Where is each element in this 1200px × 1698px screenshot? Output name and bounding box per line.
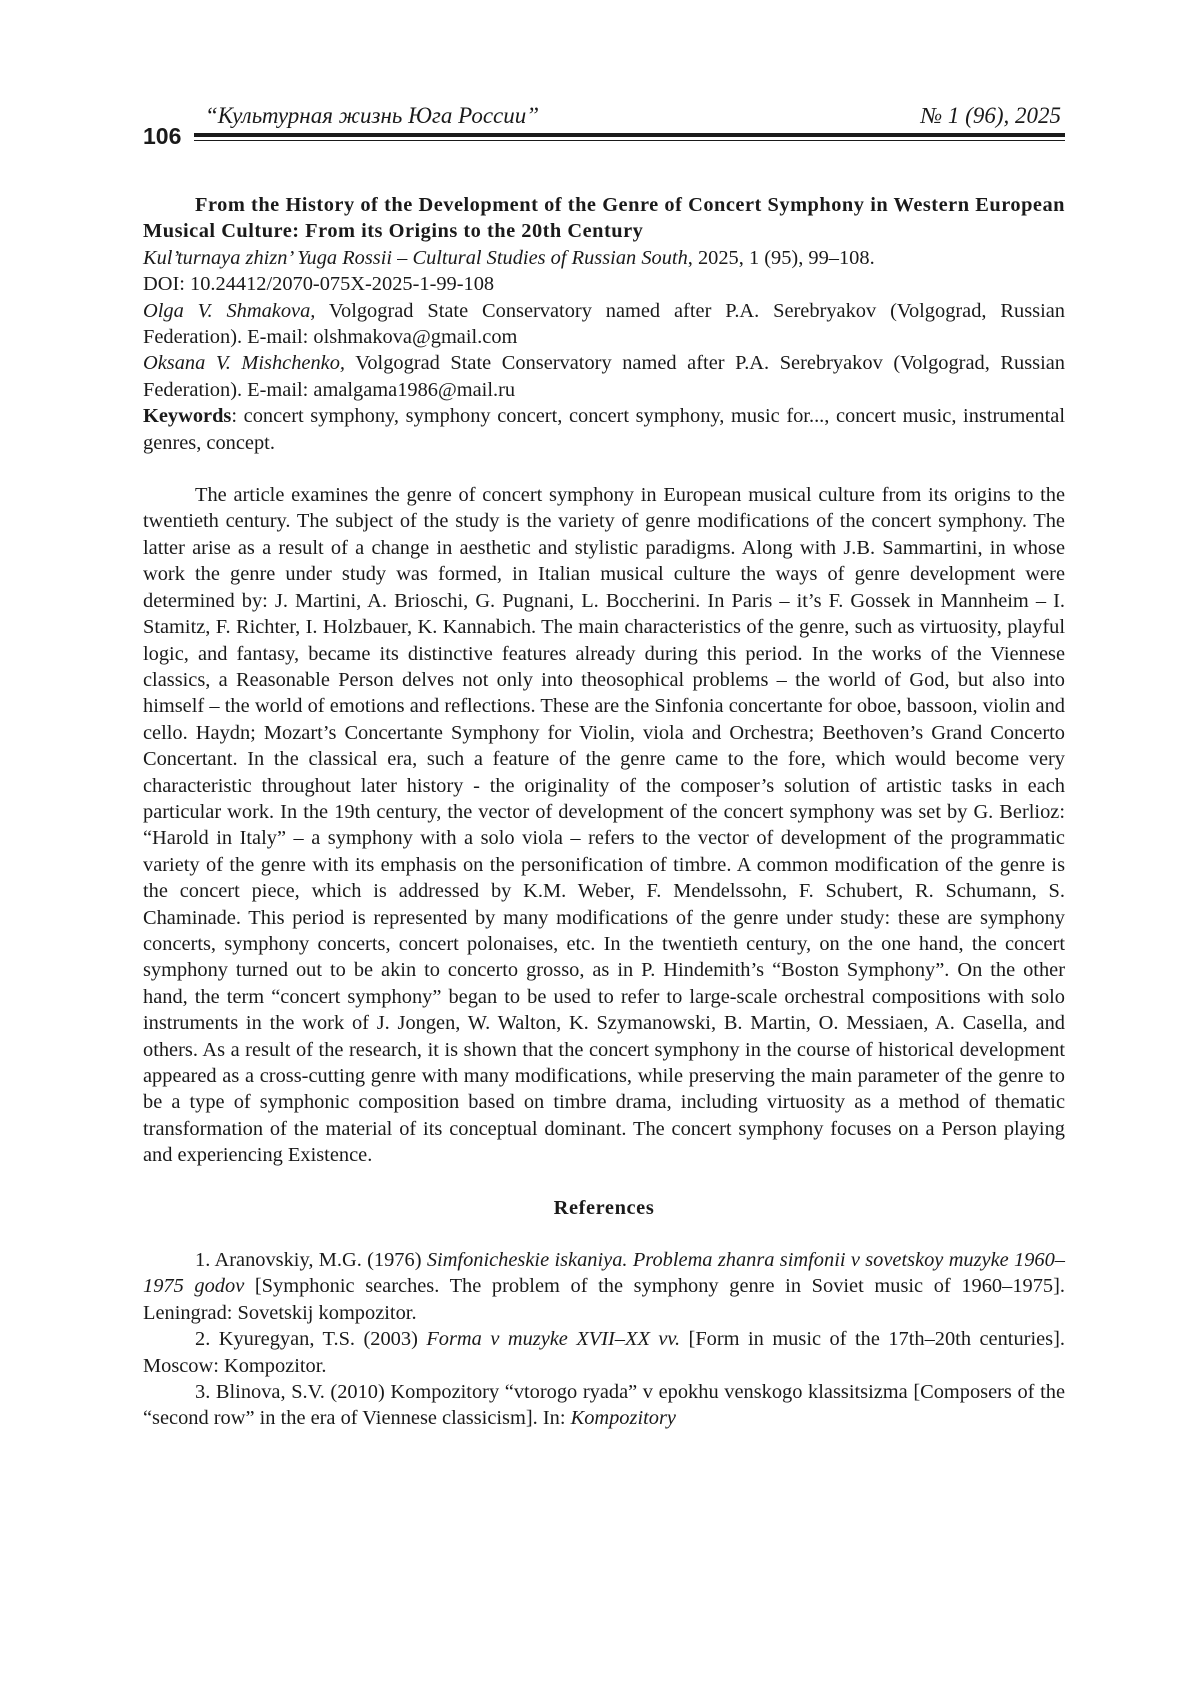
- reference-lead: 2. Kyuregyan, T.S. (2003): [195, 1328, 426, 1350]
- issue-number: № 1 (96), 2025: [920, 104, 1061, 127]
- author-affiliation: Volgograd State Conservatory named after P.A. Serebryakov (Volgograd, Russian Federation). E-mail: amalgama1986@mail.ru: [143, 352, 1065, 400]
- citation-journal: Kul’turnaya zhizn’ Yuga Rossii – Cultural Studies of Russian South: [143, 247, 688, 269]
- author-name: Olga V. Shmakova,: [143, 300, 315, 322]
- author-entry: [143, 298, 1065, 351]
- citation-details: , 2025, 1 (95), 99–108.: [688, 247, 875, 269]
- doi: DOI: 10.24412/2070-075X-2025-1-99-108: [143, 271, 1065, 297]
- keywords-list: : concert symphony, symphony concert, concert symphony, music for..., concert music, instrumental genres, concept.: [143, 405, 1065, 453]
- journal-title: “Культурная жизнь Юга России”: [205, 104, 539, 127]
- reference-item: [143, 1379, 1065, 1432]
- reference-title: Simfonicheskie iskaniya. Problema zhanra simfonii v sovetskoy muzyke 1960–1975 godov: [143, 1249, 1065, 1297]
- abstract: The article examines the genre of concert symphony in European musical culture from its origins to the twentieth century. The subject of the study is the variety of genre modifications of the concert symphony. The latter arise as a result of a change in aesthetic and stylistic paradigms. Along with J.B. Sammartini, in whose work the genre under study was formed, in Italian musical culture the ways of genre development were determined by: J. Martini, A. Brioschi, G. Pugnani, L. Boccherini. In Paris – it’s F. Gossek in Mannheim – I. Stamitz, F. Richter, I. Holzbauer, K. Kannabich. The main characteristics of the genre, such as virtuosity, playful logic, and fantasy, became its distinctive features already during this period. In the works of the Viennese classics, a Reasonable Person delves not only into theosophical problems – the world of God, but also into himself – the world of emotions and reflections. These are the Sinfonia concertante for oboe, bassoon, violin and cello. Haydn; Mozart’s Concertante Symphony for Violin, viola and Orchestra; Beethoven’s Grand Concerto Concertant. In the classical era, such a feature of the genre came to the fore, which would become very characteristic throughout later history - the originality of the composer’s solution of artistic tasks in each particular work. In the 19th century, the vector of development of the concert symphony was set by G. Berlioz: “Harold in Italy” – a symphony with a solo viola – refers to the vector of development of the programmatic variety of the genre with its emphasis on the personification of timbre. A common modification of the genre is the concert piece, which is addressed by K.M. Weber, F. Mendelssohn, F. Schubert, R. Schumann, S. Chaminade. This period is represented by many modifications of the genre under study: these are symphony concerts, symphony concerts, concert polonaises, etc. In the twentieth century, on the one hand, the concert symphony turned out to be akin to concerto grosso, as in P. Hindemith’s “Boston Symphony”. On the other hand, the term “concert symphony” began to be used to refer to large-scale orchestral compositions with solo instruments in the work of J. Jongen, W. Walton, K. Szymanowski, B. Martin, O. Messiaen, A. Casella, and others. As a result of the research, it is shown that the concert symphony in the course of historical development appeared as a cross-cutting genre with many modifications, while preserving the main parameter of the genre to be a type of symphonic composition based on timbre drama, including virtuosity as a method of thematic transformation of the material of its conceptual dominant. The concert symphony focuses on a Person playing and experiencing Existence.: [143, 482, 1065, 1169]
- reference-lead: 3. Blinova, S.V. (2010) Kompozitory “vtorogo ryada” v epokhu venskogo klassitsizma [Composers of the “second row” in the era of Viennese classicism]. In:: [143, 1381, 1065, 1429]
- reference-item: [143, 1326, 1065, 1379]
- article-body: [143, 192, 1065, 1432]
- references-heading: References: [143, 1195, 1065, 1221]
- reference-tail: [Symphonic searches. The problem of the symphony genre in Soviet music of 1960–1975]. Leningrad: Sovetskij kompozitor.: [143, 1275, 1065, 1323]
- keywords: [143, 403, 1065, 456]
- reference-tail: [Form in music of the 17th–20th centuries]. Moscow: Kompozitor.: [143, 1328, 1065, 1376]
- header-rule-thick: [194, 133, 1065, 137]
- page-number: 106: [143, 125, 181, 148]
- citation: [143, 245, 1065, 271]
- running-header: [143, 100, 1065, 150]
- reference-title: Forma v muzyke XVII–XX vv.: [426, 1328, 680, 1350]
- reference-lead: 1. Aranovskiy, M.G. (1976): [195, 1249, 427, 1271]
- keywords-label: Keywords: [143, 405, 231, 427]
- author-entry: [143, 350, 1065, 403]
- spacer: [143, 456, 1065, 482]
- article-title: From the History of the Development of the Genre of Concert Symphony in Western European Musical Culture: From its Origins to the 20th Century: [143, 192, 1065, 245]
- header-rule-thin: [194, 140, 1065, 141]
- reference-item: [143, 1247, 1065, 1326]
- journal-page: [0, 0, 1200, 1698]
- reference-title: Kompozitory: [571, 1407, 676, 1429]
- author-name: Oksana V. Mishchenko,: [143, 352, 345, 374]
- author-affiliation: Volgograd State Conservatory named after P.A. Serebryakov (Volgograd, Russian Federation). E-mail: olshmakova@gmail.com: [143, 300, 1065, 348]
